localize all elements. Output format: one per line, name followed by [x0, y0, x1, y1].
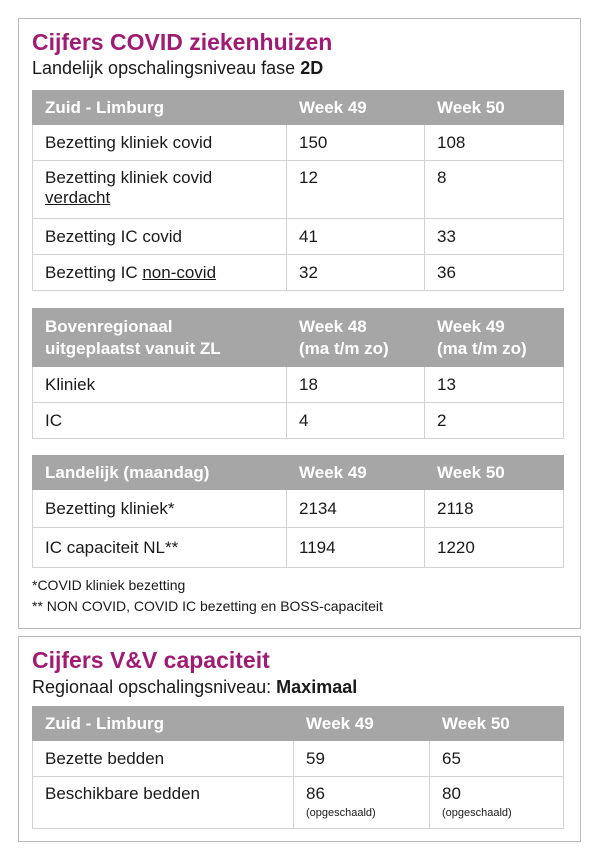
cell-week-48: 4 [287, 403, 425, 439]
covid-subtitle-value: 2D [300, 58, 324, 78]
column-header-week-50: Week 50 [425, 91, 564, 125]
cell-week-49 [294, 777, 430, 829]
column-header-week-50: Week 50 [430, 707, 564, 741]
table-row [33, 161, 564, 219]
column-header-week-49: Week 49 [287, 91, 425, 125]
cell-week-50: 108 [425, 125, 564, 161]
header-line-2: (ma t/m zo) [299, 338, 389, 358]
vv-subtitle-prefix: Regionaal opschalingsniveau: [32, 677, 277, 697]
row-label-main: Bezetting kliniek covid [45, 168, 213, 187]
cell-value: 80 [442, 784, 461, 803]
cell-week-49: 12 [287, 161, 425, 219]
zuid-limburg-hospital-table [32, 90, 564, 291]
table-row [33, 367, 564, 403]
row-label: IC [33, 403, 287, 439]
row-label: Bezetting IC covid [33, 219, 287, 255]
column-header-week-50: Week 50 [425, 456, 564, 490]
column-header-week-49: Week 49 [294, 707, 430, 741]
cell-week-50: 65 [430, 741, 564, 777]
column-header-region: Zuid - Limburg [33, 707, 294, 741]
table-row [33, 125, 564, 161]
table-row [33, 403, 564, 439]
cell-week-49: 2134 [287, 490, 425, 528]
cell-week-50: 36 [425, 255, 564, 291]
table-row [33, 219, 564, 255]
national-table [32, 455, 564, 568]
vv-panel-title: Cijfers V&V capaciteit [32, 647, 270, 673]
table-row [33, 741, 564, 777]
cell-note: (opgeschaald) [442, 807, 512, 819]
header-line-2: (ma t/m zo) [437, 338, 527, 358]
row-label: Bezetting kliniek* [33, 490, 287, 528]
cell-week-49: 41 [287, 219, 425, 255]
table-header-row [33, 91, 564, 125]
row-label-underlined: non-covid [142, 262, 217, 282]
cell-value: 86 [306, 784, 325, 803]
row-label: Beschikbare bedden [33, 777, 294, 829]
table-header-row [33, 707, 564, 741]
cell-week-49: 59 [294, 741, 430, 777]
column-header-region [33, 309, 287, 367]
cell-week-50: 2118 [425, 490, 564, 528]
cell-week-50: 1220 [425, 528, 564, 568]
cell-week-49: 32 [287, 255, 425, 291]
vv-subtitle-value: Maximaal [276, 677, 358, 697]
cell-week-49: 150 [287, 125, 425, 161]
table-row [33, 528, 564, 568]
cell-note: (opgeschaald) [306, 807, 376, 819]
vv-capacity-panel [18, 636, 581, 842]
column-header-region: Zuid - Limburg [33, 91, 287, 125]
footnote: *COVID kliniek bezetting [32, 577, 186, 593]
header-line-1: Bovenregionaal [45, 316, 173, 336]
cell-week-50: 33 [425, 219, 564, 255]
cell-week-50: 8 [425, 161, 564, 219]
column-header-week-48 [287, 309, 425, 367]
cell-week-49: 1194 [287, 528, 425, 568]
row-label: Bezetting kliniek covid [33, 125, 287, 161]
cell-week-49: 2 [425, 403, 564, 439]
vv-capacity-table [32, 706, 564, 829]
footnote: ** NON COVID, COVID IC bezetting en BOSS-capaciteit [32, 598, 383, 614]
table-header-row [33, 309, 564, 367]
cell-week-48: 18 [287, 367, 425, 403]
table-row [33, 490, 564, 528]
cell-week-50 [430, 777, 564, 829]
table-row [33, 777, 564, 829]
vv-panel-subtitle [32, 677, 357, 698]
row-label: Kliniek [33, 367, 287, 403]
covid-hospital-panel [18, 18, 581, 629]
row-label-main: Bezetting IC [45, 262, 143, 282]
row-label: Bezette bedden [33, 741, 294, 777]
header-line-2: uitgeplaatst vanuit ZL [45, 338, 221, 358]
header-line-1: Week 48 [299, 316, 367, 336]
supraregional-transfer-table [32, 308, 564, 439]
column-header-week-49 [425, 309, 564, 367]
row-label [33, 161, 287, 219]
footnotes [32, 575, 383, 617]
column-header-week-49: Week 49 [287, 456, 425, 490]
covid-subtitle-prefix: Landelijk opschalingsniveau fase [32, 58, 301, 78]
header-line-1: Week 49 [437, 316, 505, 336]
column-header-region: Landelijk (maandag) [33, 456, 287, 490]
row-label [33, 255, 287, 291]
covid-panel-subtitle [32, 58, 323, 79]
row-label-underlined: verdacht [45, 188, 111, 207]
row-label: IC capaciteit NL** [33, 528, 287, 568]
table-header-row [33, 456, 564, 490]
covid-panel-title: Cijfers COVID ziekenhuizen [32, 29, 333, 55]
cell-week-49: 13 [425, 367, 564, 403]
table-row [33, 255, 564, 291]
